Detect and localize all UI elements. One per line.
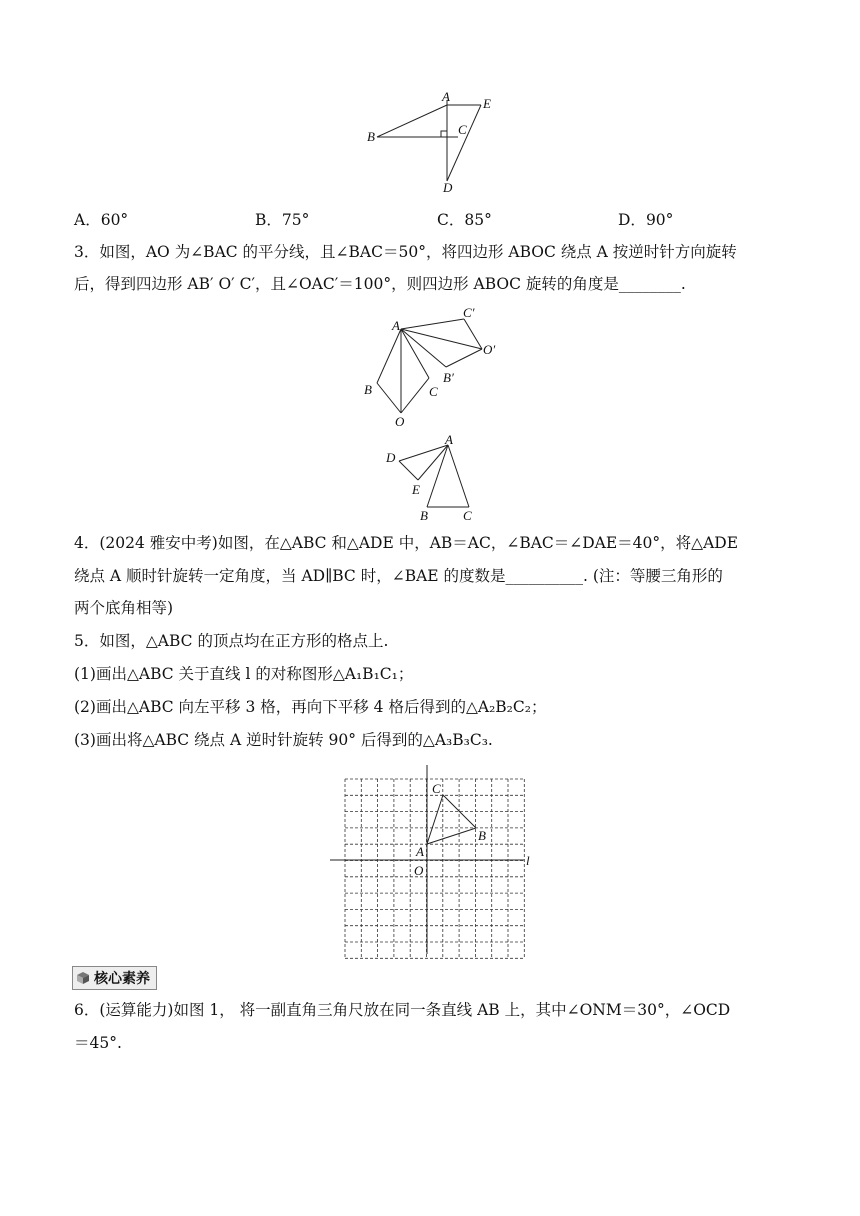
q5-line1: 5．如图，△ABC 的顶点均在正方形的格点上. xyxy=(74,632,389,650)
label-c: C xyxy=(458,122,467,137)
q6-line2: ＝45°. xyxy=(74,1034,122,1052)
label-l: l xyxy=(526,853,530,868)
q4-line3: 两个底角相等) xyxy=(74,599,174,617)
label-b: B xyxy=(478,828,486,843)
section-title: 核心素养 xyxy=(94,971,150,987)
section-header xyxy=(72,966,157,990)
label-o-prime: O′ xyxy=(483,342,496,357)
right-angle-mark xyxy=(441,131,447,137)
segment-de xyxy=(399,461,418,480)
segment-ba xyxy=(377,105,447,137)
label-o: O xyxy=(414,863,424,878)
label-a: A xyxy=(442,89,450,104)
segment-ed xyxy=(447,105,481,181)
label-b: B xyxy=(420,508,428,523)
label-d: D xyxy=(386,450,396,465)
label-d: D xyxy=(443,180,453,195)
segment-ac xyxy=(427,795,443,844)
segment-ac xyxy=(401,329,429,378)
segment-ab xyxy=(427,445,448,507)
segment-o-prime-b-prime xyxy=(446,349,482,367)
segment-ac xyxy=(448,445,469,507)
q3-line2: 后，得到四边形 AB′ O′ C′，且∠OAC′＝100°，则四边形 ABOC 旋转的角度是________. xyxy=(74,275,686,293)
segment-ac-prime xyxy=(401,319,464,329)
dashed-grid xyxy=(345,779,524,958)
choice-d: D．90° xyxy=(618,211,674,229)
choice-c: C．85° xyxy=(437,211,492,229)
label-b-prime: B′ xyxy=(443,370,454,385)
label-c: C xyxy=(463,508,472,523)
q3-line1: 3．如图，AO 为∠BAC 的平分线，且∠BAC＝50°，将四边形 ABOC 绕点 A 按逆时针方向旋转 xyxy=(74,243,737,261)
choice-b: B．75° xyxy=(255,211,310,229)
q4-line2: 绕点 A 顺时针旋转一定角度，当 AD∥BC 时，∠BAE 的度数是__________. (注：等腰三角形的 xyxy=(74,567,723,585)
label-a: A xyxy=(392,318,400,333)
label-a: A xyxy=(416,844,424,859)
q6-line1: 6．(运算能力)如图 1， 将一副直角三角尺放在同一条直线 AB 上，其中∠ONM＝30°，∠OCD xyxy=(74,1001,731,1019)
choice-a: A．60° xyxy=(74,211,129,229)
segment-c-prime-o-prime xyxy=(464,319,482,349)
label-b: B xyxy=(367,129,375,144)
q4-line1: 4．(2024 雅安中考)如图，在△ABC 和△ADE 中，AB＝AC，∠BAC＝∠DAE＝40°，将△ADE xyxy=(74,534,739,552)
segment-oc xyxy=(401,378,429,413)
q5-line4: (3)画出将△ABC 绕点 A 逆时针旋转 90° 后得到的△A₃B₃C₃. xyxy=(74,731,493,749)
segment-bo xyxy=(377,383,401,413)
label-e: E xyxy=(412,482,420,497)
label-o: O xyxy=(395,414,405,429)
label-b: B xyxy=(364,382,372,397)
segment-ba xyxy=(427,828,476,844)
figure-1 xyxy=(360,88,510,196)
segment-ab xyxy=(377,329,401,383)
figure-4 xyxy=(380,432,490,524)
label-a: A xyxy=(445,432,453,447)
figure-3 xyxy=(355,305,515,430)
figure-5-grid xyxy=(320,762,540,958)
label-e: E xyxy=(483,96,491,111)
label-c-prime: C′ xyxy=(463,305,475,320)
label-c: C xyxy=(429,384,438,399)
q5-line3: (2)画出△ABC 向左平移 3 格，再向下平移 4 格后得到的△A₂B₂C₂； xyxy=(74,698,547,716)
label-c: C xyxy=(432,781,441,796)
q5-line2: (1)画出△ABC 关于直线 l 的对称图形△A₁B₁C₁； xyxy=(74,665,414,683)
cube-icon xyxy=(76,971,90,985)
